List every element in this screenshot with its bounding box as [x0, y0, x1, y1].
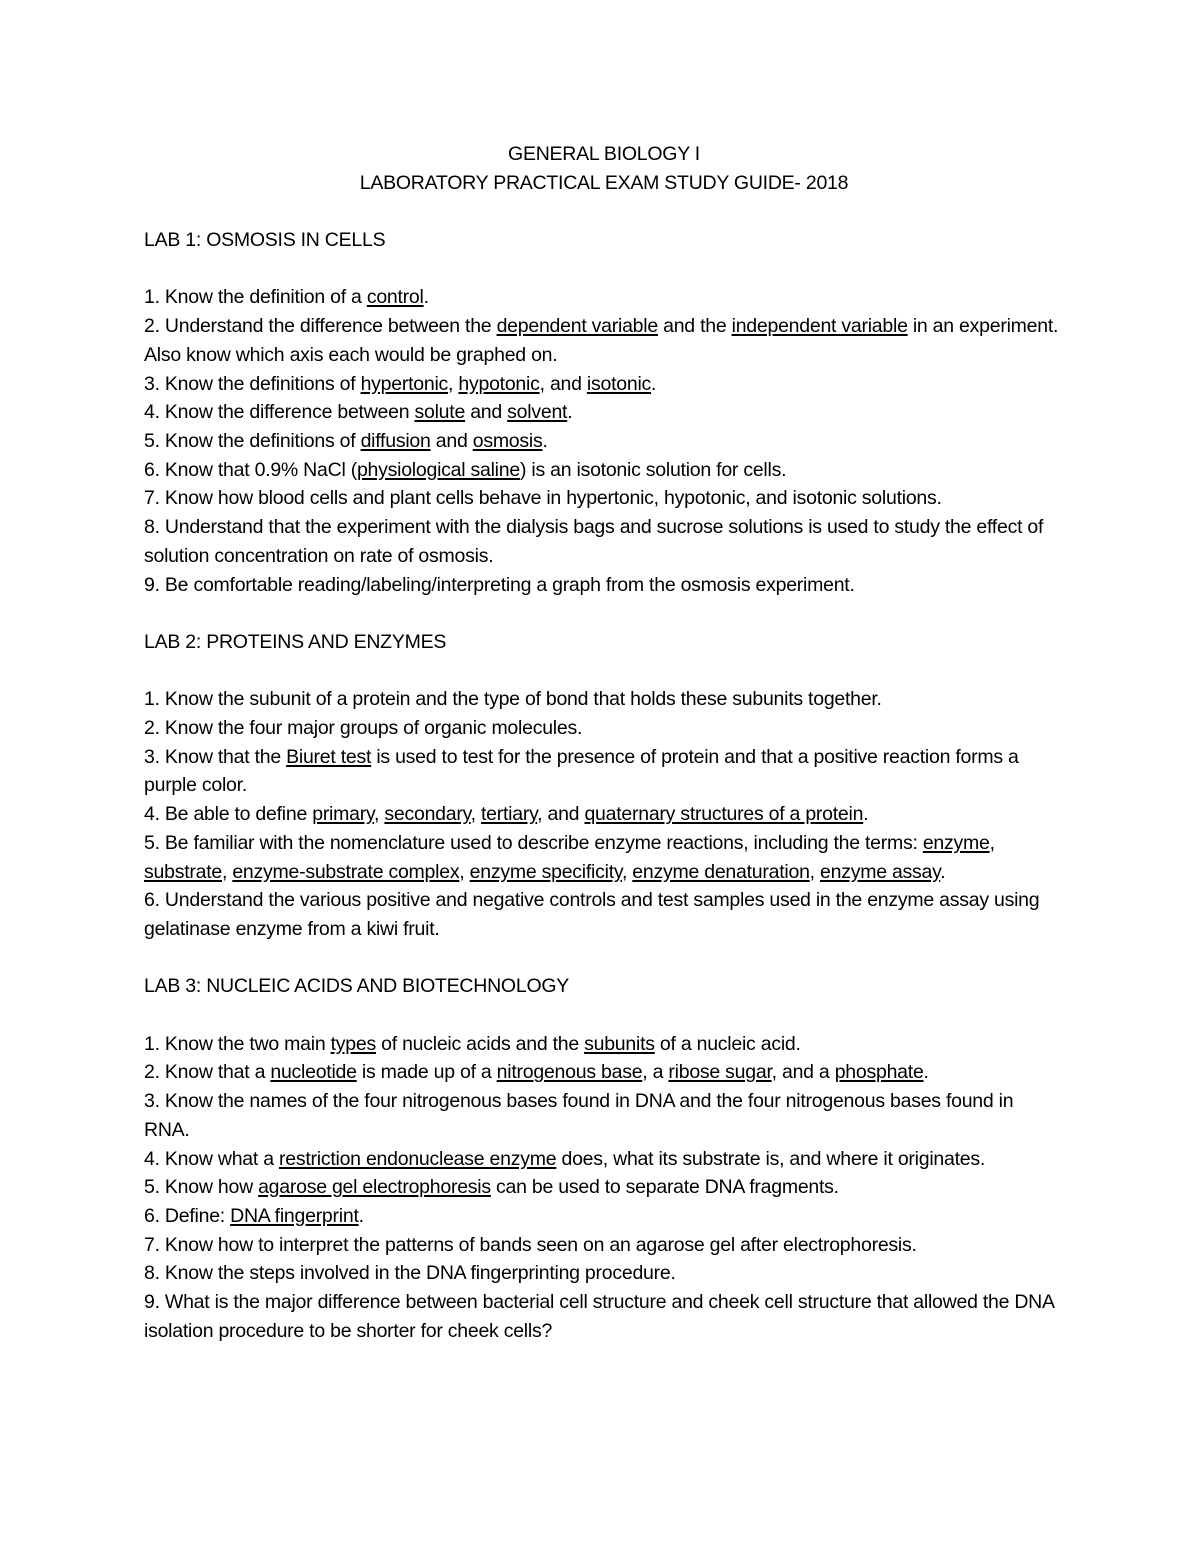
- study-item: [144, 829, 1064, 886]
- item-text: .: [567, 401, 573, 424]
- item-text: .: [940, 860, 946, 883]
- study-item: [144, 1231, 1064, 1260]
- key-term: physiological saline: [356, 458, 520, 481]
- item-text: and the: [657, 315, 732, 338]
- item-text: 7. Know how blood cells and plant cells behave in hypertonic, hypotonic, and isotonic solutions.: [144, 487, 942, 510]
- key-term: isotonic: [586, 372, 652, 395]
- key-term: control: [366, 286, 424, 309]
- key-term: secondary: [384, 803, 471, 826]
- section-heading: LAB 2: PROTEINS AND ENZYMES: [144, 630, 447, 653]
- item-text: , and a: [771, 1061, 835, 1084]
- item-text: ,: [448, 372, 459, 395]
- item-text: 4. Be able to define: [144, 803, 313, 826]
- study-item: [144, 1173, 1064, 1202]
- key-term: dependent variable: [496, 315, 658, 338]
- key-term: hypertonic: [360, 372, 449, 395]
- key-term: Biuret test: [286, 745, 372, 768]
- item-text: .: [423, 286, 429, 309]
- study-item: [144, 886, 1064, 943]
- item-text: 8. Know the steps involved in the DNA fingerprinting procedure.: [144, 1262, 676, 1285]
- key-term: diffusion: [360, 430, 431, 452]
- item-text: ,: [989, 831, 995, 854]
- item-text: 7. Know how to interpret the patterns of bands seen on an agarose gel after electrophoresis.: [144, 1233, 917, 1256]
- study-item: [144, 571, 1064, 600]
- item-text: , a: [642, 1061, 669, 1084]
- course-title: GENERAL BIOLOGY I: [508, 143, 700, 165]
- item-text: .: [923, 1061, 929, 1084]
- document-page: [144, 140, 1064, 1345]
- lab-section-3: [144, 972, 1064, 1345]
- study-item: [144, 398, 1064, 427]
- item-text: 6. Understand the various positive and negative controls and test samples used in the enzyme assay using gelatinase enzyme from a kiwi fruit.: [144, 889, 1040, 940]
- key-term: enzyme-substrate complex: [232, 860, 460, 883]
- item-text: of nucleic acids and the: [375, 1032, 585, 1055]
- key-term: enzyme assay: [820, 860, 941, 883]
- key-term: independent variable: [731, 315, 908, 338]
- item-text: , and: [539, 372, 587, 395]
- item-text: 3. Know the definitions of: [144, 372, 361, 395]
- study-item: [144, 484, 1064, 513]
- item-text: of a nucleic acid.: [654, 1032, 801, 1055]
- study-item: [144, 1058, 1064, 1087]
- key-term: agarose gel electrophoresis: [258, 1176, 491, 1199]
- item-text: 2. Know that a: [144, 1061, 271, 1084]
- item-text: .: [863, 803, 869, 826]
- item-text: 4. Know the difference between: [144, 401, 415, 424]
- study-item: [144, 1288, 1064, 1345]
- study-item: [144, 513, 1064, 570]
- key-term: osmosis: [472, 430, 543, 452]
- item-text: ,: [809, 860, 821, 883]
- study-item: [144, 800, 1064, 829]
- item-text: ,: [470, 803, 481, 826]
- lab-section-2: [144, 628, 1064, 944]
- item-text: 2. Know the four major groups of organic molecules.: [144, 717, 583, 739]
- key-term: DNA fingerprint: [230, 1204, 359, 1227]
- item-text: .: [542, 430, 548, 452]
- key-term: hypotonic: [458, 372, 540, 395]
- key-term: primary: [312, 803, 375, 826]
- study-item: [144, 1145, 1064, 1174]
- item-text: 5. Know how: [144, 1176, 259, 1199]
- item-text: is used to test for the presence of protein and that a positive reaction forms a purple color.: [144, 745, 1019, 797]
- item-text: 4. Know what a: [144, 1147, 279, 1170]
- item-text: and: [465, 401, 508, 424]
- item-text: 9. What is the major difference between bacterial cell structure and cheek cell structure that allowed the DNA isolation procedure to be shorter for cheek cells?: [144, 1291, 1054, 1342]
- study-item: [144, 427, 1064, 456]
- item-text: ,: [221, 860, 233, 883]
- item-text: in an experiment. Also know which axis each would be graphed on.: [144, 315, 1059, 366]
- item-text: 5. Know the definitions of: [144, 430, 361, 452]
- item-text: ,: [374, 803, 385, 826]
- study-item: [144, 370, 1064, 399]
- key-term: subunits: [584, 1032, 655, 1055]
- key-term: solvent: [507, 401, 568, 424]
- item-text: 3. Know that the: [144, 745, 287, 768]
- item-text: can be used to separate DNA fragments.: [490, 1176, 839, 1199]
- study-item: [144, 283, 1064, 312]
- item-text: 6. Define:: [144, 1204, 231, 1227]
- item-text: 9. Be comfortable reading/labeling/interpreting a graph from the osmosis experiment.: [144, 573, 855, 596]
- study-item: [144, 312, 1064, 369]
- key-term: enzyme: [922, 831, 990, 854]
- key-term: solute: [414, 401, 466, 424]
- key-term: phosphate: [834, 1061, 924, 1084]
- item-text: 1. Know the two main: [144, 1032, 331, 1055]
- item-text: 8. Understand that the experiment with the dialysis bags and sucrose solutions is used to study the effect of solution concentration on rate of osmosis.: [144, 516, 1044, 567]
- study-item: [144, 1202, 1064, 1231]
- study-item: [144, 1087, 1064, 1144]
- item-text: 3. Know the names of the four nitrogenous bases found in DNA and the four nitrogenous bases found in RNA.: [144, 1090, 1014, 1141]
- item-text: ) is an isotonic solution for cells.: [519, 458, 787, 481]
- study-item: [144, 685, 1064, 714]
- study-item: [144, 714, 1064, 743]
- item-text: 5. Be familiar with the nomenclature used to describe enzyme reactions, including the terms:: [144, 831, 923, 854]
- study-item: [144, 1030, 1064, 1059]
- item-text: 1. Know the definition of a: [144, 286, 367, 309]
- sections-container: [144, 226, 1064, 1345]
- key-term: ribose sugar: [668, 1061, 772, 1084]
- item-text: .: [651, 372, 657, 395]
- key-term: nucleotide: [270, 1061, 357, 1084]
- item-text: is made up of a: [356, 1061, 497, 1084]
- key-term: enzyme specificity: [469, 860, 622, 883]
- item-text: and: [430, 430, 473, 452]
- key-term: nitrogenous base: [496, 1061, 643, 1084]
- item-text: .: [358, 1204, 364, 1227]
- item-text: , and: [537, 803, 585, 826]
- study-item: [144, 743, 1064, 800]
- item-text: 6. Know that 0.9% NaCl (: [144, 458, 357, 481]
- item-text: does, what its substrate is, and where it originates.: [556, 1147, 986, 1170]
- item-text: 2. Understand the difference between the: [144, 315, 497, 338]
- study-item: [144, 1259, 1064, 1288]
- key-term: types: [330, 1032, 376, 1055]
- guide-subtitle: LABORATORY PRACTICAL EXAM STUDY GUIDE- 2018: [359, 171, 849, 194]
- item-text: ,: [621, 860, 633, 883]
- key-term: tertiary: [481, 803, 538, 826]
- key-term: enzyme denaturation: [632, 860, 810, 883]
- item-text: 1. Know the subunit of a protein and the type of bond that holds these subunits together.: [144, 688, 882, 711]
- key-term: restriction endonuclease enzyme: [279, 1147, 557, 1170]
- item-text: ,: [459, 860, 470, 883]
- study-item: [144, 456, 1064, 485]
- key-term: substrate: [144, 860, 222, 883]
- lab-section-1: [144, 226, 1064, 599]
- section-heading: LAB 3: NUCLEIC ACIDS AND BIOTECHNOLOGY: [144, 975, 570, 998]
- key-term: quaternary structures of a protein: [584, 803, 864, 826]
- section-heading: LAB 1: OSMOSIS IN CELLS: [144, 229, 386, 252]
